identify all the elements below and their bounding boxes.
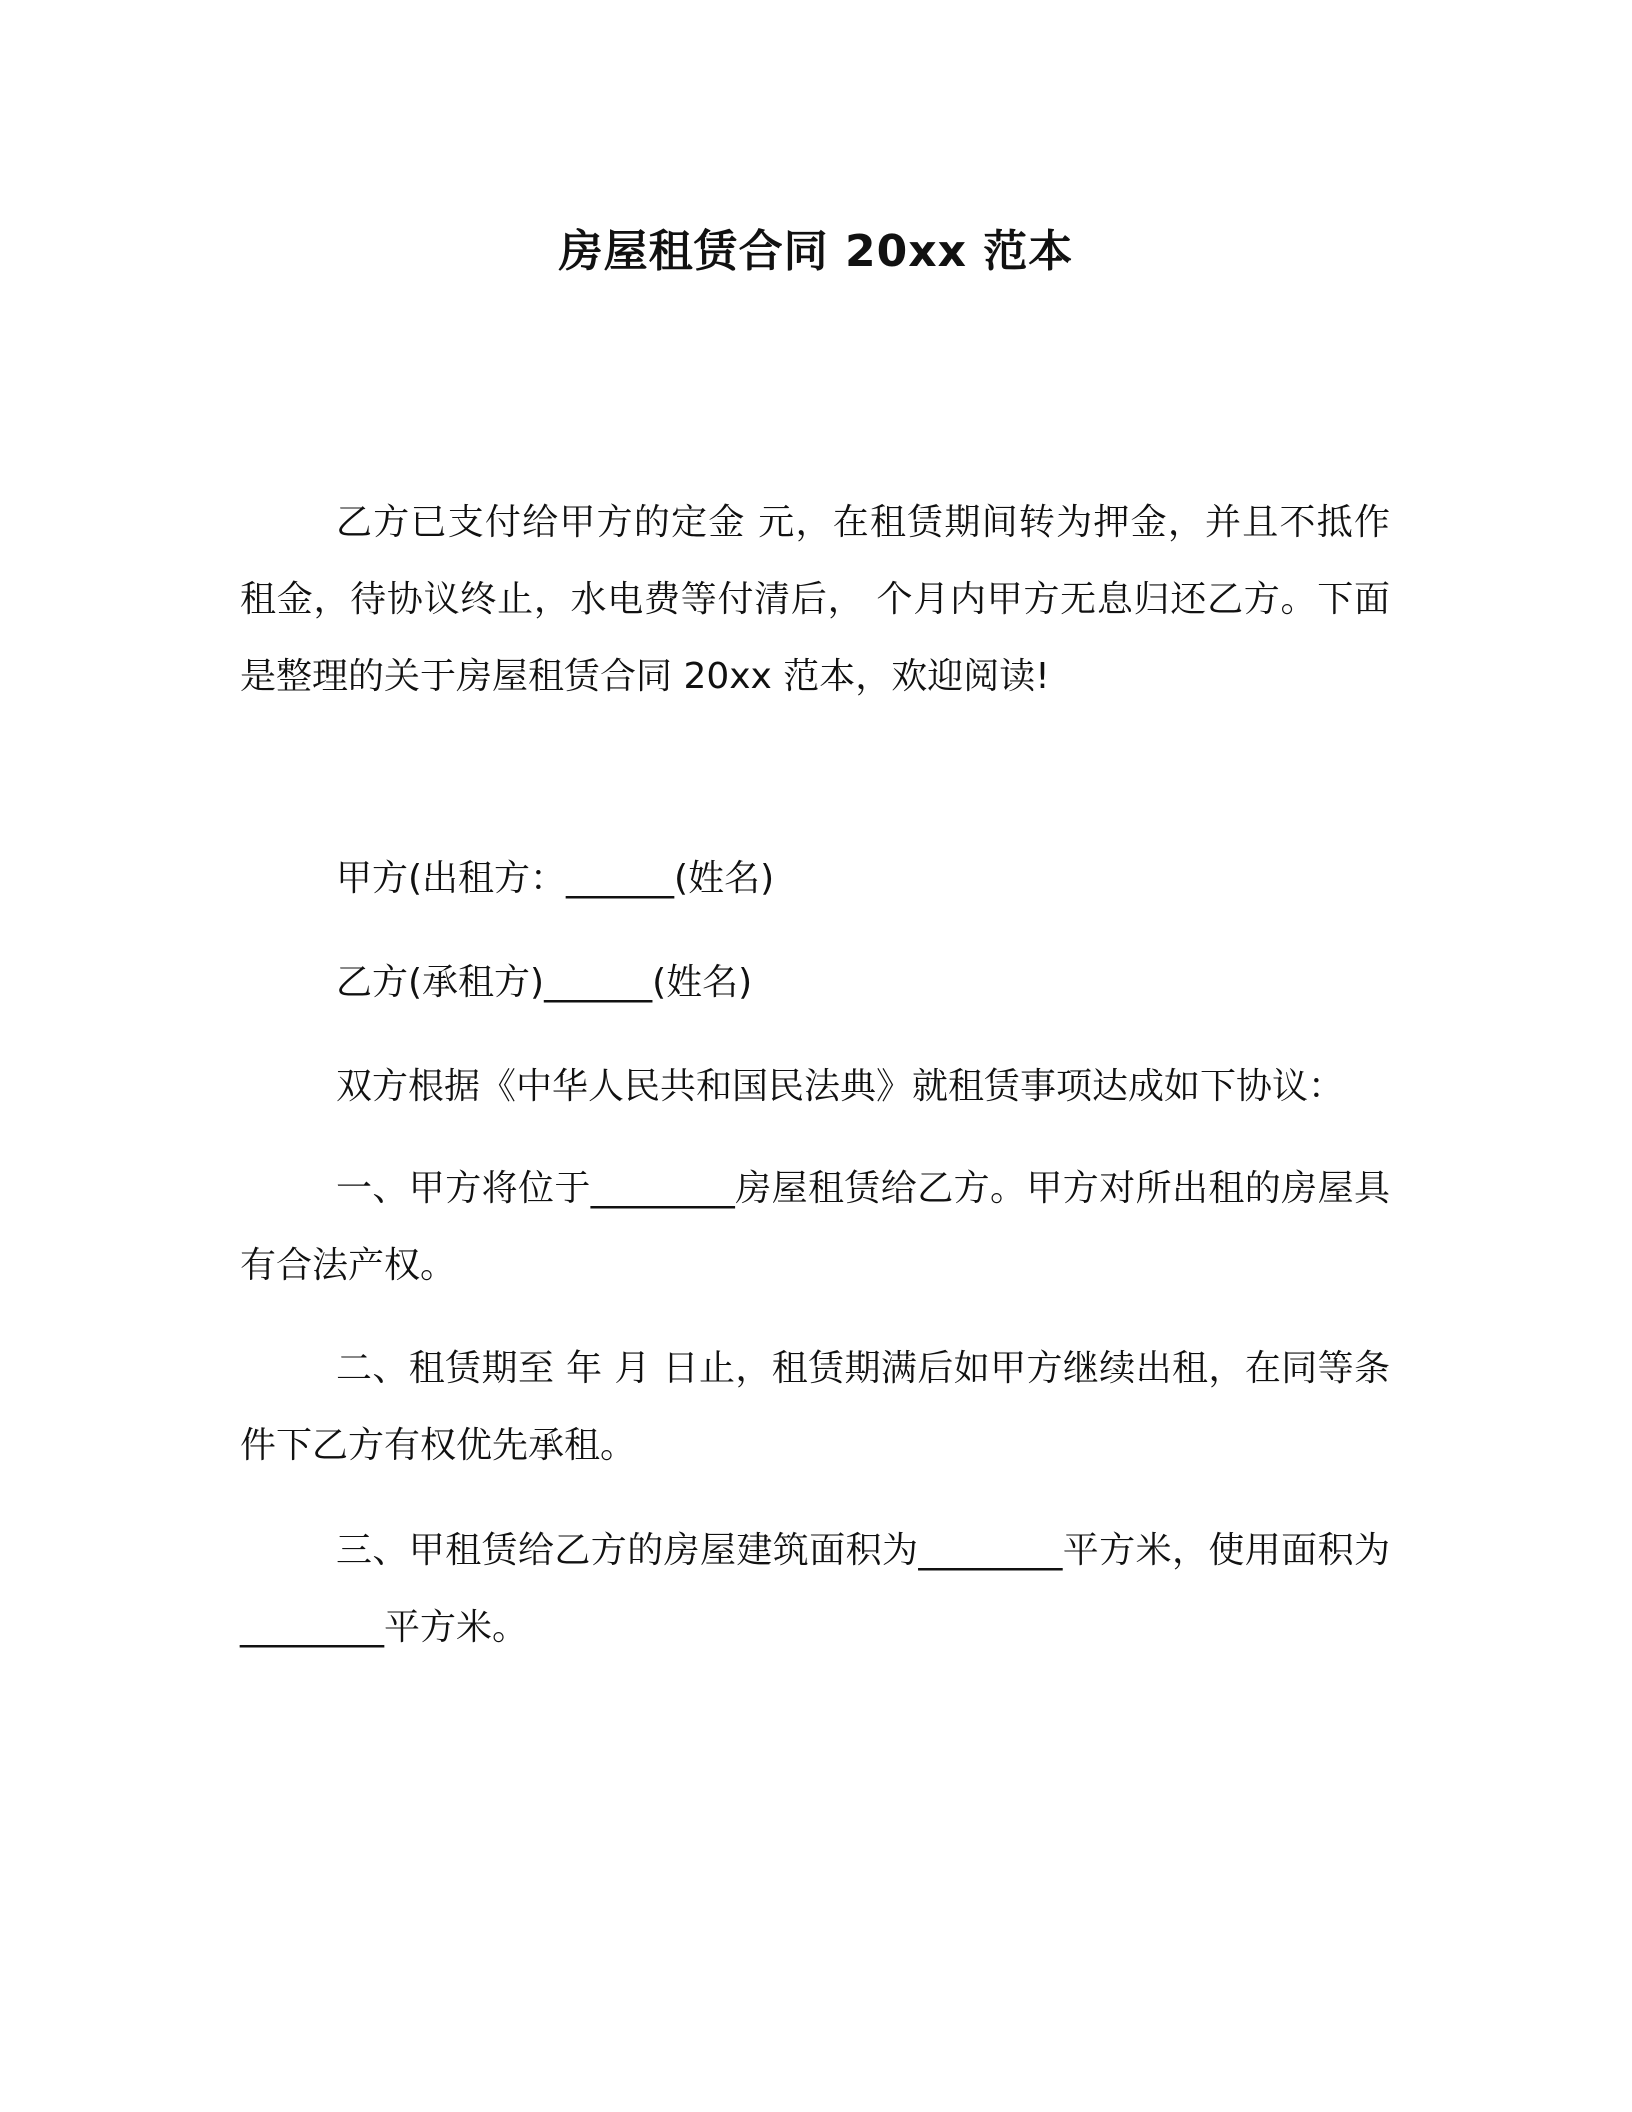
party-a-line: 甲方(出租方：______(姓名) [336, 858, 775, 899]
agreement-basis-paragraph: 双方根据《中华人民共和国民法典》就租赁事项达成如下协议： [336, 1066, 1345, 1107]
clause-1-paragraph: 一、甲方将位于________房屋租赁给乙方。甲方对所出租的房屋具有合法产权。 [240, 1168, 1390, 1286]
party-b-line: 乙方(承租方)______(姓名) [336, 962, 753, 1003]
document-title: 房屋租赁合同 20xx 范本 [558, 226, 1074, 277]
clause-3-paragraph: 三、甲租赁给乙方的房屋建筑面积为________平方米，使用面积为________平方米。 [240, 1530, 1390, 1648]
intro-paragraph: 乙方已支付给甲方的定金 元，在租赁期间转为押金，并且不抵作租金，待协议终止，水电费等付清后， 个月内甲方无息归还乙方。下面是整理的关于房屋租赁合同 20xx 范本，欢迎阅读! [240, 502, 1390, 697]
clause-2-paragraph: 二、租赁期至 年 月 日止，租赁期满后如甲方继续出租，在同等条件下乙方有权优先承租。 [240, 1348, 1390, 1466]
